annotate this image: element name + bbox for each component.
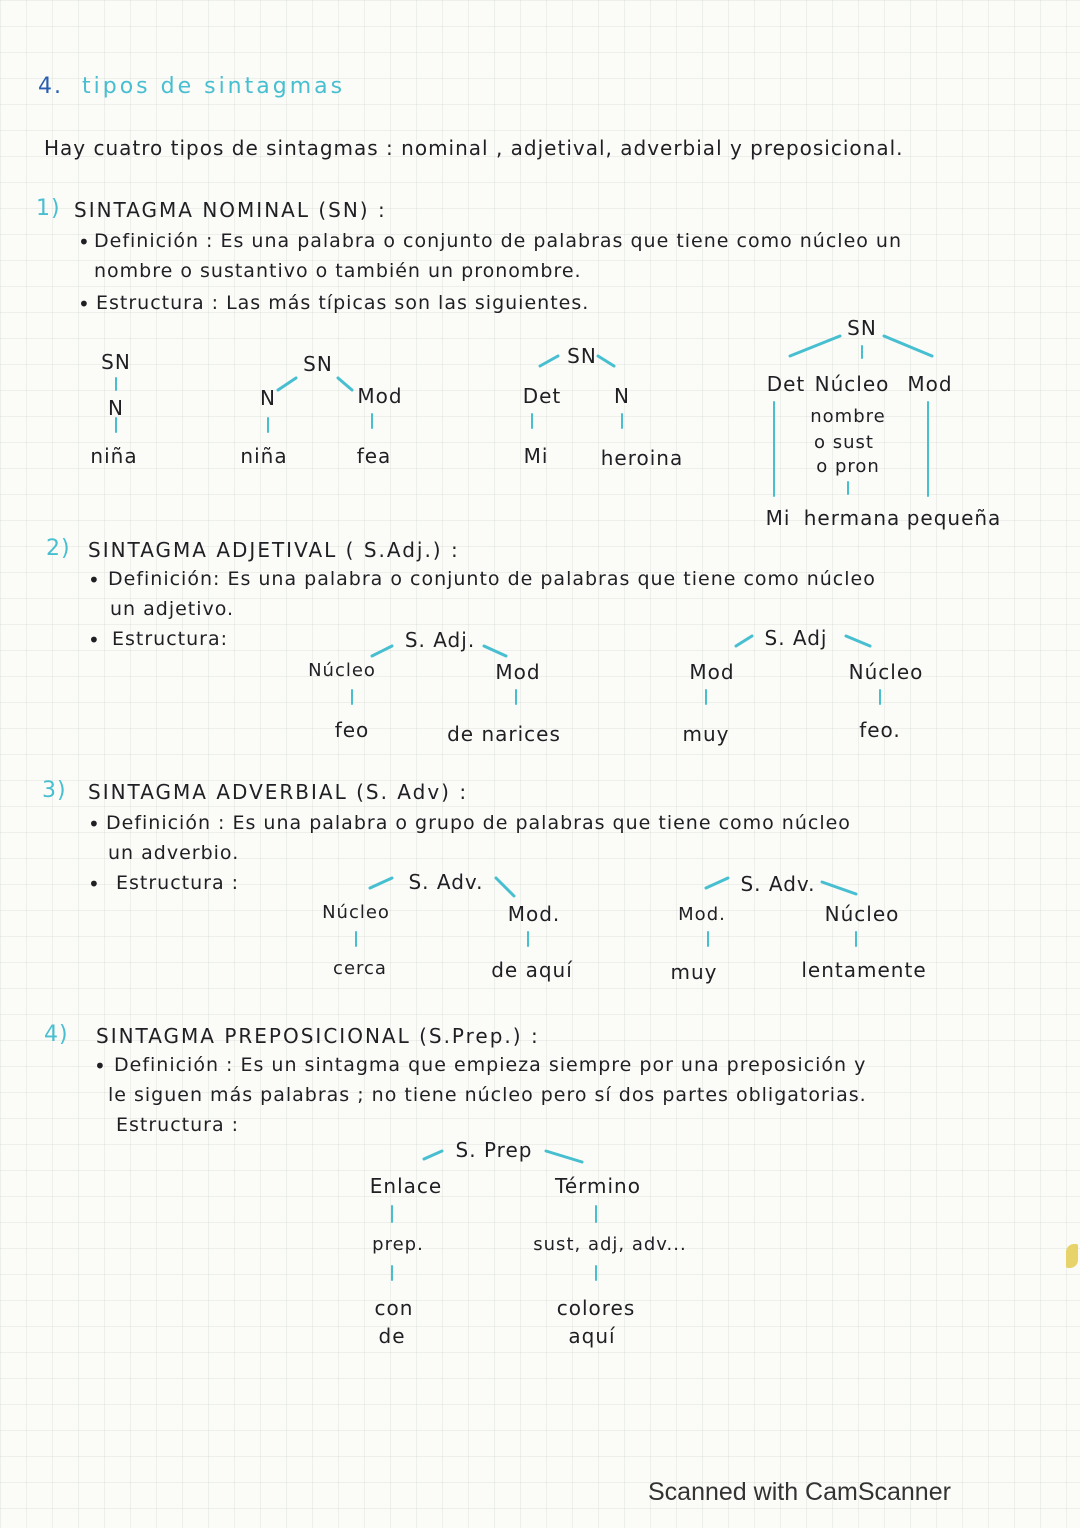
bullet: • [88,872,100,896]
bullet: • [88,628,100,652]
sprep-tree-left: Enlace [369,1174,443,1198]
sadj-tree2-right-word: feo. [859,718,901,742]
sn-tree4-root: SN [847,316,877,340]
sn-tree3-root: SN [567,344,597,368]
sn-tree3-right: N [614,384,630,408]
sadv-structure: Estructura : [116,872,240,894]
sadv-tree2-right-word: lentamente [801,958,927,982]
intro-text: Hay cuatro tipos de sintagmas : nominal , adjetival, adverbial y preposicional. [44,136,904,160]
sprep-heading: SINTAGMA PREPOSICIONAL (S.Prep.) : [96,1024,540,1048]
sprep-tree-right-mid: sust, adj, adv... [533,1234,687,1255]
sadv-number: 3) [42,778,67,803]
sprep-tree-left-mid: prep. [372,1234,424,1255]
sprep-definition-line2: le siguen más palabras ; no tiene núcleo pero sí dos partes obligatorias. [108,1084,867,1106]
sn-tree2-right-word: fea [356,444,392,468]
sadj-tree1-root: S. Adj. [404,628,476,652]
sn-tree3-left-word: Mi [523,444,549,468]
sadv-tree2-left-word: muy [670,960,718,984]
leaf-icon [1066,1244,1078,1268]
sadj-tree2-left: Mod [689,660,735,684]
sadj-tree1-right: Mod [495,660,541,684]
sn-tree4-core-desc1: nombre [810,406,886,427]
sadj-definition-line2: un adjetivo. [110,598,235,620]
sn-tree3-right-word: heroina [600,446,684,470]
sn-tree1-word: niña [90,444,138,468]
sn-number: 1) [36,196,61,221]
sadj-definition-line1: Definición: Es una palabra o conjunto de palabras que tiene como núcleo [108,568,876,590]
bullet: • [94,1054,106,1078]
sprep-tree-right: Término [555,1174,641,1198]
sn-tree2-left-word: niña [240,444,288,468]
sprep-definition-line1: Definición : Es un sintagma que empieza siempre por una preposición y [114,1054,867,1076]
sadv-tree1-left-word: cerca [333,958,387,979]
bullet: • [78,230,90,254]
bullet: • [78,292,90,316]
sn-tree4-core: Núcleo [814,372,890,396]
sn-structure: Estructura : Las más típicas son las siguientes. [96,292,590,314]
sprep-tree-right-word2: aquí [568,1324,616,1348]
sadj-tree1-left-word: feo [334,718,370,742]
sn-tree1-child: N [108,396,124,420]
sadj-number: 2) [46,536,71,561]
sadv-tree2-right: Núcleo [824,902,900,926]
sn-tree4-core-desc3: o pron [816,456,880,477]
sn-tree1-root: SN [101,350,131,374]
sn-tree2-root: SN [303,352,333,376]
sadv-tree2-left: Mod. [678,904,726,925]
bullet: • [88,568,100,592]
sadj-tree1-right-word: de narices [447,722,561,746]
sadv-tree2-root: S. Adv. [740,872,816,896]
sprep-structure: Estructura : [116,1114,240,1136]
sn-definition-line2: nombre o sustantivo o también un pronombre. [94,260,582,282]
scanner-watermark: Scanned with CamScanner [648,1478,951,1506]
sprep-tree-left-word1: con [374,1296,414,1320]
sn-tree4-sentence-core: hermana [803,506,901,530]
sn-tree4-mod: Mod [907,372,953,396]
sadv-tree1-right: Mod. [507,902,561,926]
sn-tree2-right: Mod [357,384,403,408]
bullet: • [88,812,100,836]
section-title: tipos de sintagmas [82,74,346,99]
sn-tree4-sentence-det: Mi [765,506,791,530]
sn-tree4-core-desc2: o sust [814,432,874,453]
sadj-tree2-right: Núcleo [848,660,924,684]
sn-definition-line1: Definición : Es una palabra o conjunto de palabras que tiene como núcleo un [94,230,903,252]
sprep-tree-right-word1: colores [556,1296,636,1320]
sadj-structure: Estructura: [112,628,229,650]
sn-tree4-det: Det [766,372,806,396]
sn-tree2-left: N [260,386,276,410]
sadj-tree2-left-word: muy [682,722,730,746]
sprep-number: 4) [44,1022,69,1047]
sprep-tree-root: S. Prep [455,1138,533,1162]
sadv-definition-line2: un adverbio. [108,842,240,864]
sadj-tree1-left: Núcleo [308,660,376,681]
sadv-definition-line1: Definición : Es una palabra o grupo de palabras que tiene como núcleo [106,812,851,834]
sn-tree3-left: Det [522,384,562,408]
section-number: 4. [38,74,63,99]
sadv-tree1-root: S. Adv. [408,870,484,894]
sadj-heading: SINTAGMA ADJETIVAL ( S.Adj.) : [88,538,460,562]
sadj-tree2-root: S. Adj [764,626,828,650]
sn-tree4-sentence-mod: pequeña [906,506,1002,530]
sadv-heading: SINTAGMA ADVERBIAL (S. Adv) : [88,780,469,804]
sadv-tree1-left: Núcleo [322,902,390,923]
sadv-tree1-right-word: de aquí [491,958,573,982]
sprep-tree-left-word2: de [378,1324,406,1348]
sn-heading: SINTAGMA NOMINAL (SN) : [74,198,387,222]
